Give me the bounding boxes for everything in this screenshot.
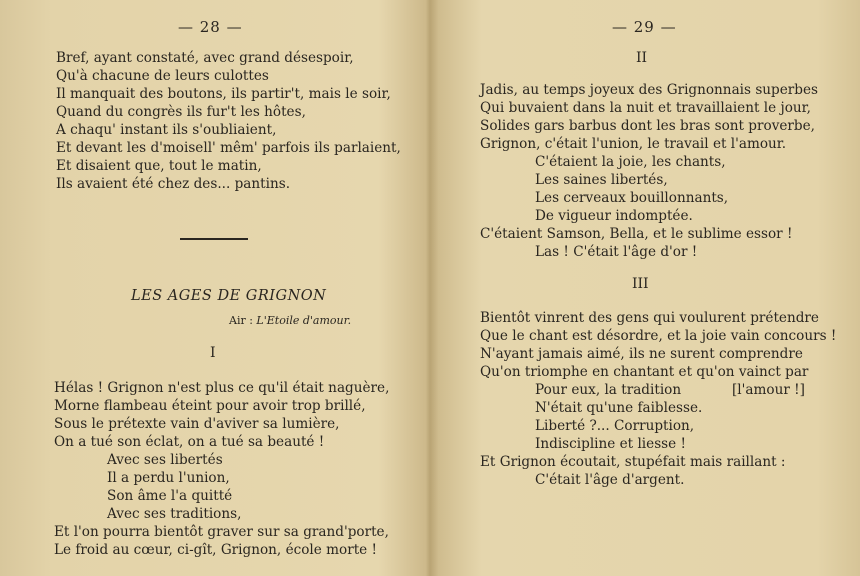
verse-line: Il manquait des boutons, ils partir't, mais le soir, (56, 86, 391, 102)
verse-line: Et disaient que, tout le matin, (56, 158, 262, 174)
verse-line: On a tué son éclat, on a tué sa beauté ! (54, 434, 325, 450)
verse-line: Morne flambeau éteint pour avoir trop brillé, (54, 398, 366, 414)
verse-line: Que le chant est désordre, et la joie vain concours ! (480, 328, 837, 344)
verse-line: N'était qu'une faiblesse. (535, 400, 703, 416)
verse-line: N'ayant jamais aimé, ils ne surent comprendre (480, 346, 803, 362)
air-label: Air : (229, 314, 257, 327)
verse-line: C'était l'âge d'argent. (535, 472, 685, 488)
verse-line: Les saines libertés, (535, 172, 668, 188)
verse-line: Sous le prétexte vain d'aviver sa lumière, (54, 416, 340, 432)
verse-line: Et l'on pourra bientôt graver sur sa grand'porte, (54, 524, 389, 540)
page-number: — 28 — (178, 18, 243, 36)
verse-line: Et Grignon écoutait, stupéfait mais raillant : (480, 454, 786, 470)
verse-line: Indiscipline et liesse ! (535, 436, 686, 452)
section-divider (180, 238, 248, 240)
verse-line: Grignon, c'était l'union, le travail et l'amour. (480, 136, 787, 152)
verse-line: Jadis, au temps joyeux des Grignonnais superbes (480, 82, 819, 98)
verse-line: Las ! C'était l'âge d'or ! (535, 244, 698, 260)
verse-line: Avec ses libertés (107, 452, 223, 468)
air-title: L'Etoile d'amour. (256, 314, 352, 327)
verse-line: Pour eux, la tradition (535, 382, 682, 398)
section-number: I (210, 345, 216, 361)
section-number: II (636, 50, 648, 66)
section-number: III (632, 276, 649, 292)
air-note (229, 314, 351, 327)
page-number: — 29 — (612, 18, 677, 36)
verse-line: Les cerveaux bouillonnants, (535, 190, 729, 206)
song-title: LES AGES DE GRIGNON (131, 288, 327, 304)
verse-line-continuation: [l'amour !] (732, 382, 805, 398)
verse-line: C'étaient Samson, Bella, et le sublime essor ! (480, 226, 793, 242)
verse-line: C'étaient la joie, les chants, (535, 154, 726, 170)
verse-line: Avec ses traditions, (107, 506, 242, 522)
verse-line: Qu'on triomphe en chantant et qu'on vainct par (480, 364, 809, 380)
verse-line: A chaqu' instant ils s'oubliaient, (56, 122, 277, 138)
verse-line: Liberté ?... Corruption, (535, 418, 695, 434)
verse-line: Ils avaient été chez des... pantins. (56, 176, 291, 192)
verse-line: Et devant les d'moisell' mêm' parfois ils parlaient, (56, 140, 401, 156)
verse-line: Qu'à chacune de leurs culottes (56, 68, 269, 84)
verse-line: Qui buvaient dans la nuit et travaillaient le jour, (480, 100, 811, 116)
verse-line: Bref, ayant constaté, avec grand désespoir, (56, 50, 354, 66)
verse-line: Son âme l'a quitté (107, 488, 233, 504)
verse-line: Solides gars barbus dont les bras sont proverbe, (480, 118, 815, 134)
verse-line: Bientôt vinrent des gens qui voulurent prétendre (480, 310, 819, 326)
right-page (432, 0, 860, 576)
verse-line: Il a perdu l'union, (107, 470, 230, 486)
verse-line: De vigueur indomptée. (535, 208, 693, 224)
verse-line: Quand du congrès ils fur't les hôtes, (56, 104, 306, 120)
verse-line: Hélas ! Grignon n'est plus ce qu'il était naguère, (54, 380, 390, 396)
verse-line: Le froid au cœur, ci-gît, Grignon, école morte ! (54, 542, 377, 558)
